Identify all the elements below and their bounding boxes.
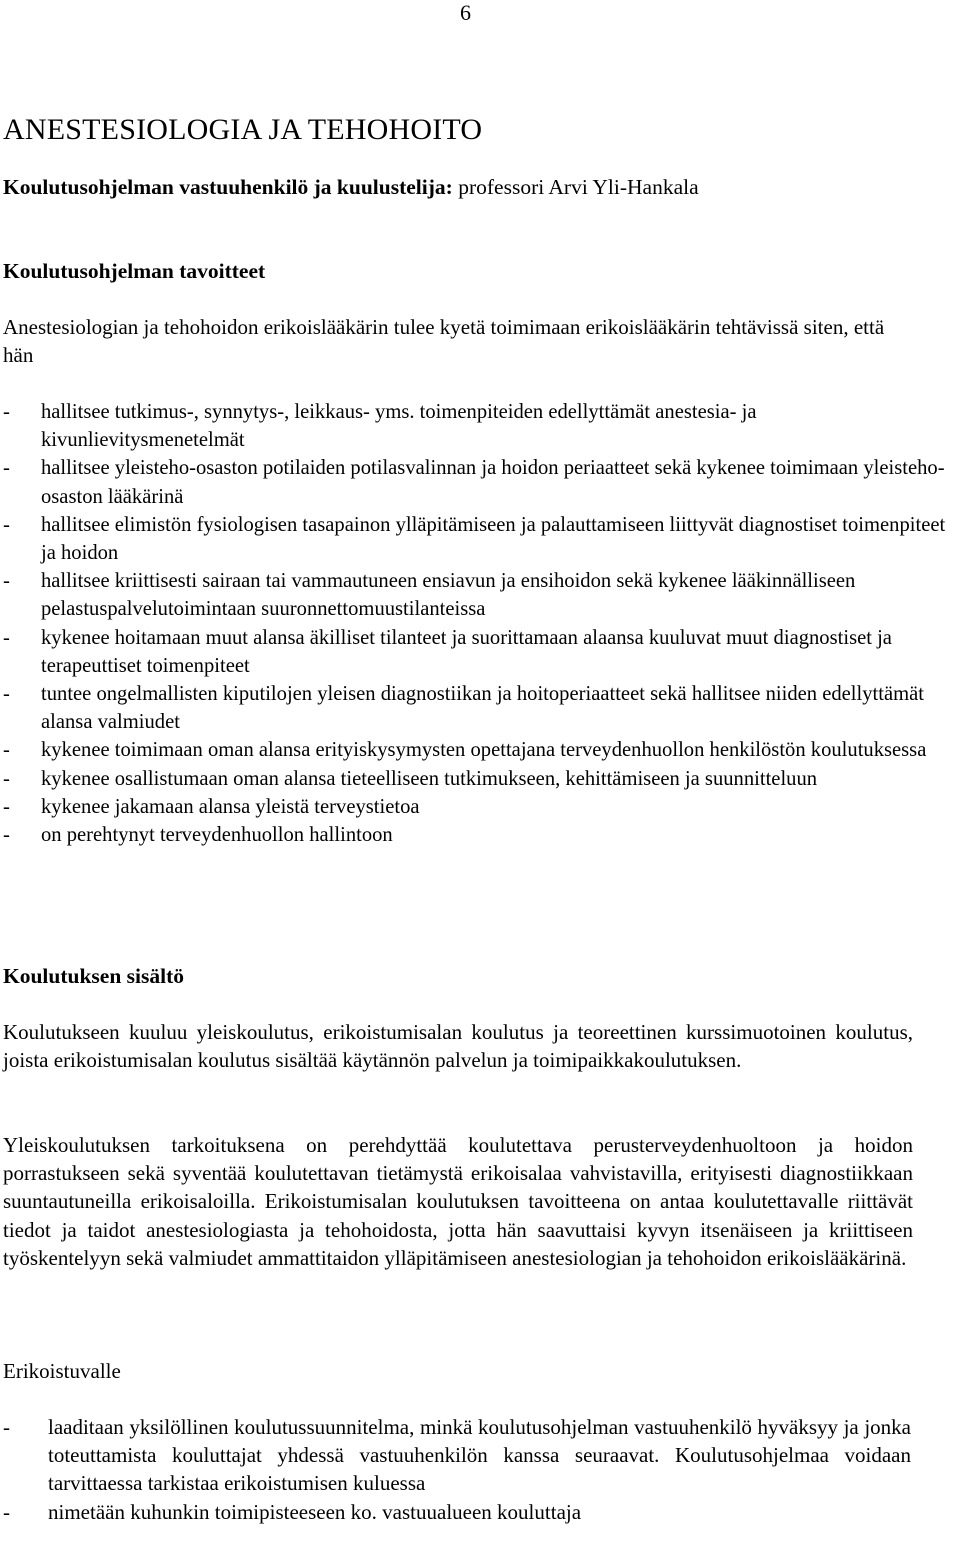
list-dash: - — [3, 570, 10, 593]
responsible-person-line — [3, 173, 699, 201]
goals-heading: Koulutusohjelman tavoitteet — [3, 259, 266, 283]
goal-item-text: on perehtynyt terveydenhuollon hallintoon — [41, 824, 393, 847]
trainee-item — [3, 1413, 911, 1498]
goal-item — [3, 765, 960, 793]
list-dash: - — [3, 401, 10, 423]
goal-item-text: hallitsee kriittisesti sairaan tai vammautuneen ensiavun ja ensihoidon sekä kykenee lääkinnälliseen pelastuspalvelutoimintaan suuronnettomuustilanteissa — [41, 570, 856, 621]
list-dash: - — [3, 795, 10, 818]
content-paragraph-1: Koulutukseen kuuluu yleiskoulutus, erikoistumisalan koulutus ja teoreettinen kurssimuotoinen koulutus, joista erikoistumisalan koulutus sisältää käytännön palvelun ja toimipaikkakoulutuksen. — [3, 1020, 913, 1073]
list-dash: - — [3, 1499, 10, 1524]
goal-item-text: kykenee osallistumaan oman alansa tieteelliseen tutkimukseen, kehittämiseen ja suunnitteluun — [41, 767, 818, 790]
trainee-heading: Erikoistuvalle — [3, 1359, 121, 1383]
list-dash: - — [3, 1415, 10, 1439]
goal-item — [3, 624, 960, 680]
goal-item — [3, 736, 960, 764]
list-dash: - — [3, 626, 10, 649]
list-dash: - — [3, 767, 10, 790]
responsible-value: professori Arvi Yli-Hankala — [452, 175, 699, 199]
goal-item-text: hallitsee elimistön fysiologisen tasapainon ylläpitämiseen ja palauttamiseen liittyvät diagnostiset toimenpiteet ja hoidon — [41, 513, 946, 565]
goal-item-text: kykenee hoitamaan muut alansa äkilliset tilanteet ja suorittamaan alaansa kuuluvat muut diagnostiset ja terapeuttiset toimenpiteet — [41, 626, 892, 677]
goal-item-text: hallitsee yleisteho-osaston potilaiden potilasvalinnan ja hoidon periaatteet sekä kykenee toimimaan yleisteho-osaston lääkärinä — [41, 457, 945, 508]
list-dash: - — [3, 683, 10, 706]
responsible-separator: : — [445, 175, 453, 199]
goal-item — [3, 793, 960, 821]
goal-item — [3, 680, 960, 736]
goal-item — [3, 567, 960, 623]
goal-item — [3, 454, 960, 510]
page-number: 6 — [460, 0, 471, 25]
goals-intro: Anestesiologian ja tehohoidon erikoislääkärin tulee kyetä toimimaan erikoislääkärin tehtävissä siten, että hän — [3, 315, 885, 368]
goal-item-text: kykenee toimimaan oman alansa erityiskysymysten opettajana terveydenhuollon henkilöstön koulutuksessa — [41, 739, 927, 762]
list-dash: - — [3, 513, 10, 536]
content-heading: Koulutuksen sisältö — [3, 964, 185, 988]
list-dash: - — [3, 739, 10, 762]
goals-list — [3, 398, 960, 849]
list-dash: - — [3, 824, 10, 847]
goal-item — [3, 821, 960, 849]
goal-item-text: kykenee jakamaan alansa yleistä terveystietoa — [41, 795, 420, 818]
trainee-item-text: nimetään kuhunkin toimipisteeseen ko. vastuualueen kouluttaja — [48, 1499, 582, 1524]
content-paragraph-2: Yleiskoulutuksen tarkoituksena on perehdyttää koulutettava perusterveydenhuoltoon ja hoidon porrastukseen sekä syventää koulutettavan tietämystä erikoisalaa vahvistavilla, erityisesti diagnostiikkaan suuntautuneilla erikoisaloilla. Erikoistumisalan koulutuksen tavoitteena on antaa koulutettavalle riittävät tiedot ja taidot anestesiologiasta ja tehohoidosta, jotta hän saavuttaisi kyvyn itsenäiseen ja kriittiseen työskentelyyn sekä valmiudet ammattitaidon ylläpitämiseen anestesiologian ja tehohoidon erikoislääkärinä. — [3, 1133, 913, 1270]
responsible-label: Koulutusohjelman vastuuhenkilö ja kuulustelija — [3, 175, 446, 199]
goal-item-text: hallitsee tutkimus-, synnytys-, leikkaus- yms. toimenpiteiden edellyttämät anestesia- ja kivunlievitysmenetelmät — [41, 401, 757, 452]
trainee-item — [3, 1498, 911, 1526]
trainee-item-text: laaditaan yksilöllinen koulutussuunnitelma, minkä koulutusohjelman vastuuhenkilö hyväksyy ja jonka toteuttamista kouluttajat yhdessä vastuuhenkilön kanssa seuraavat. Koulutusohjelmaa voidaan tarvittaessa tarkistaa erikoistumisen kuluessa — [48, 1415, 911, 1496]
document-title: ANESTESIOLOGIA JA TEHOHOITO — [3, 113, 483, 146]
goal-item — [3, 511, 960, 567]
goal-item-text: tuntee ongelmallisten kiputilojen yleisen diagnostiikan ja hoitoperiaatteet sekä hallitsee niiden edellyttämät alansa valmiudet — [41, 683, 924, 734]
goal-item — [3, 398, 960, 454]
trainee-list — [3, 1413, 911, 1526]
list-dash: - — [3, 457, 10, 480]
